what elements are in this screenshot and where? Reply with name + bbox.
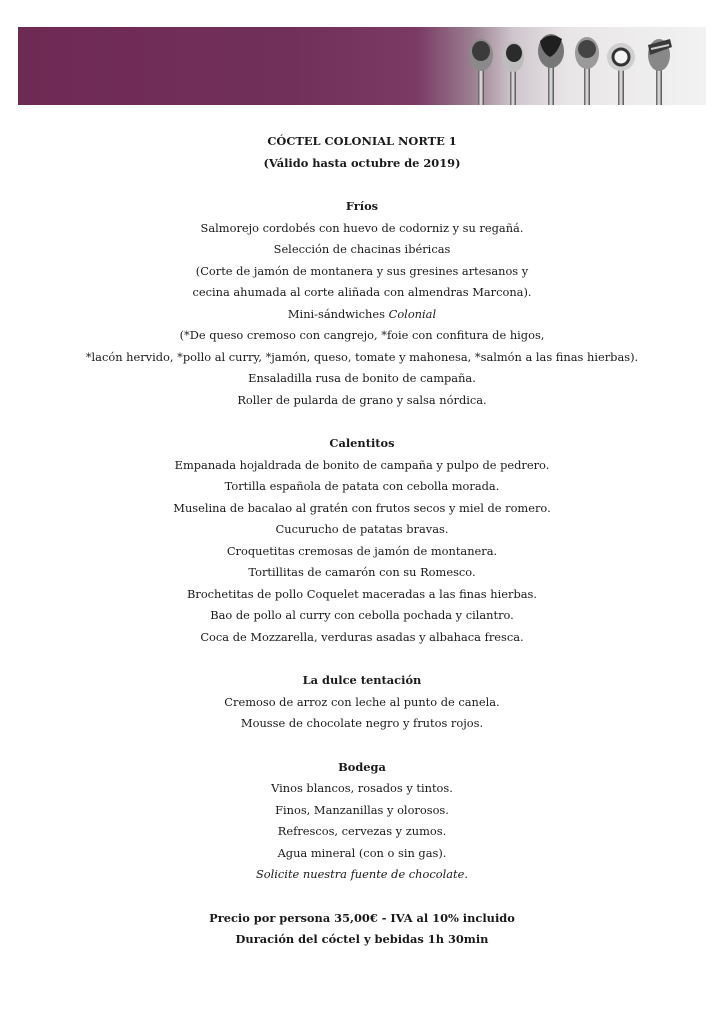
- menu-item: Ensaladilla rusa de bonito de campaña.: [248, 371, 476, 385]
- menu-item: *lacón hervido, *pollo al curry, *jamón, queso, tomate y mahonesa, *salmón a las finas hierbas).: [85, 349, 639, 364]
- price-line: Precio por persona 35,00€ - IVA al 10% incluido: [209, 910, 515, 925]
- menu-item: Refrescos, cervezas y zumos.: [277, 824, 447, 838]
- sandwich-brand: Colonial: [388, 306, 437, 321]
- menu-item-chocolate: Solicite nuestra fuente de chocolate.: [255, 867, 468, 881]
- menu-content: [0, 131, 724, 951]
- header-banner: [18, 27, 706, 105]
- menu-item: Mousse de chocolate negro y frutos rojos.: [240, 716, 484, 730]
- menu-item-text: Mini-sándwiches: [287, 306, 385, 321]
- menu-item: Cremoso de arroz con leche al punto de canela.: [224, 694, 500, 709]
- menu-item: Muselina de bacalao al gratén con frutos secos y miel de romero.: [173, 500, 551, 515]
- section-heading-bodega: Bodega: [338, 759, 386, 774]
- menu-item: Tortilla española de patata con cebolla morada.: [224, 479, 500, 493]
- menu-item: Vinos blancos, rosados y tintos.: [271, 781, 453, 795]
- menu-item: Brochetitas de pollo Coquelet maceradas a las finas hierbas.: [187, 586, 537, 601]
- menu-item: cecina ahumada al corte aliñada con almendras Marcona).: [192, 285, 532, 299]
- menu-item: Cucurucho de patatas bravas.: [275, 522, 449, 536]
- menu-item: Selección de chacinas ibéricas: [273, 242, 451, 256]
- section-heading-dulce: La dulce tentación: [302, 673, 422, 687]
- menu-item: Bao de pollo al curry con cebolla pochada y cilantro.: [210, 608, 514, 622]
- menu-item: Roller de pularda de grano y salsa nórdica.: [237, 392, 487, 407]
- menu-title: CÓCTEL COLONIAL NORTE 1: [267, 134, 457, 148]
- menu-item-sandwiches: [0, 304, 724, 326]
- duration-line: Duración del cóctel y bebidas 1h 30min: [235, 932, 489, 946]
- menu-item: Croquetitas cremosas de jamón de montanera.: [226, 543, 498, 558]
- section-heading-frios: Fríos: [345, 199, 379, 213]
- menu-item: (*De queso cremoso con cangrejo, *foie con confitura de higos,: [179, 328, 545, 342]
- menu-item: Salmorejo cordobés con huevo de codorniz y su regañá.: [200, 220, 524, 235]
- menu-item: Coca de Mozzarella, verduras asadas y albahaca fresca.: [200, 629, 524, 644]
- cutlery-food-photo: [448, 27, 698, 105]
- menu-item: Agua mineral (con o sin gas).: [277, 845, 447, 860]
- menu-subtitle: (Válido hasta octubre de 2019): [263, 155, 461, 170]
- section-heading-calentitos: Calentitos: [329, 436, 395, 450]
- menu-item: Tortillitas de camarón con su Romesco.: [248, 565, 476, 579]
- menu-item: (Corte de jamón de montanera y sus gresines artesanos y: [195, 263, 529, 278]
- menu-item: Finos, Manzanillas y olorosos.: [275, 802, 449, 817]
- menu-item: Empanada hojaldrada de bonito de campaña y pulpo de pedrero.: [174, 457, 550, 472]
